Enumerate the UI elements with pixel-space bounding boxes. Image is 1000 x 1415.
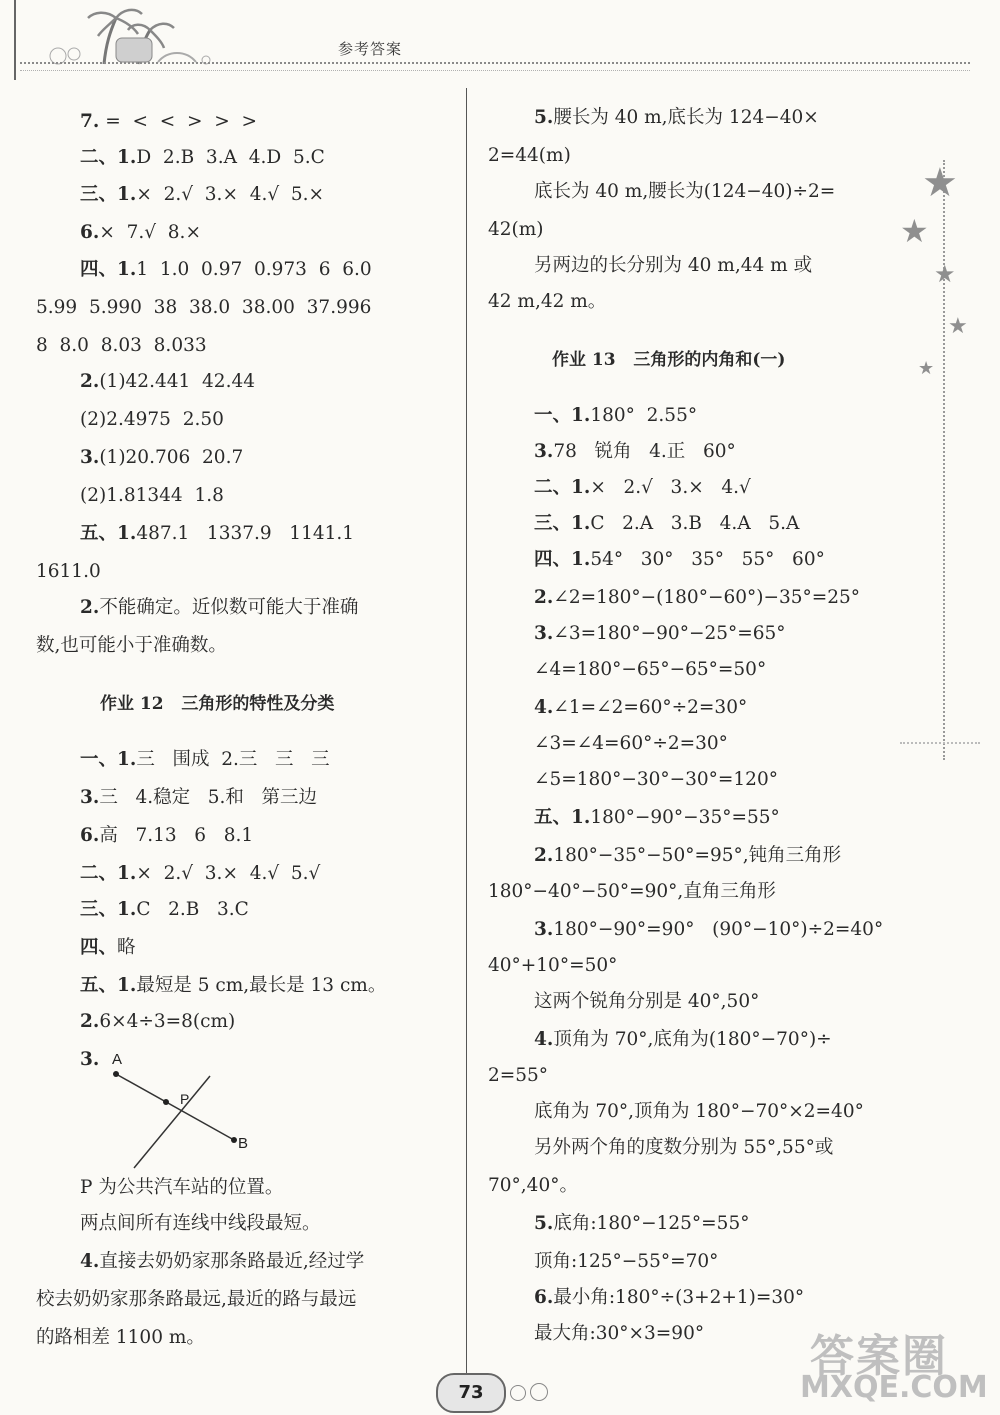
- item-label: 3.: [80, 787, 100, 808]
- item-text: C 2.A 3.B 4.A 5.A: [590, 513, 800, 534]
- section-heading: [552, 348, 785, 372]
- answer-line: [534, 1100, 864, 1124]
- item-text: (2)2.4975 2.50: [80, 409, 224, 430]
- item-text: 最短是 5 cm,最长是 13 cm。: [136, 975, 387, 996]
- item-label: 3.: [534, 623, 554, 644]
- answer-line: [80, 370, 255, 394]
- point-b: [231, 1137, 237, 1143]
- item-text: 顶角为 70°,底角为(180°−70°)÷: [553, 1029, 832, 1050]
- item-text: 顶角:125°−55°=70°: [534, 1251, 719, 1272]
- answer-line: [80, 146, 325, 170]
- answer-line: [80, 484, 224, 508]
- item-label: 5.: [534, 1213, 554, 1234]
- item-text: ∠2=180°−(180°−60°)−35°=25°: [553, 587, 861, 608]
- item-text: 这两个锐角分别是 40°,50°: [534, 991, 760, 1012]
- answer-line: [36, 560, 101, 584]
- item-label: 五、1.: [534, 807, 591, 828]
- answer-line: [80, 824, 253, 848]
- answer-line: [534, 254, 812, 278]
- item-label: 五、1.: [80, 975, 137, 996]
- item-label: 五、1.: [80, 523, 137, 544]
- item-label: 二、1.: [80, 147, 137, 168]
- answer-line: [80, 862, 320, 886]
- answer-line: [534, 806, 780, 830]
- answer-line: [80, 974, 386, 998]
- answer-line: [534, 106, 819, 130]
- star-icon: ★: [922, 160, 958, 206]
- answer-line: [534, 586, 860, 610]
- margin-dotted-rule-horizontal: [900, 742, 980, 744]
- header-divider: [20, 62, 970, 64]
- item-label: 2.: [80, 1011, 100, 1032]
- item-text: 2=55°: [488, 1065, 549, 1086]
- answer-line: [534, 844, 841, 868]
- item-text: 的路相差 1100 m。: [36, 1327, 205, 1348]
- margin-dotted-rule: [943, 160, 945, 760]
- item-text: 数,也可能小于准确数。: [36, 635, 227, 656]
- footer-circle-icon: [510, 1385, 526, 1401]
- answer-line: [80, 898, 249, 922]
- answer-line: [534, 658, 766, 682]
- answer-line: [80, 258, 372, 282]
- item-label: 二、1.: [80, 863, 137, 884]
- answer-line: [488, 1174, 578, 1198]
- answer-line: [534, 1286, 804, 1310]
- answer-line: [80, 596, 358, 620]
- item-text: 三角形的特性及分类: [163, 694, 335, 714]
- answer-line: [488, 290, 606, 314]
- answer-line: [80, 1010, 235, 1034]
- answer-line: [534, 990, 759, 1014]
- item-label: 3.: [534, 919, 554, 940]
- item-text: 1611.0: [36, 561, 101, 582]
- item-label: 三、1.: [534, 513, 591, 534]
- item-text: 180°−40°−50°=90°,直角三角形: [488, 881, 776, 902]
- answer-line: [534, 768, 778, 792]
- item-label: 2.: [534, 845, 554, 866]
- answer-line: [534, 696, 747, 720]
- item-text: D 2.B 3.A 4.D 5.C: [136, 147, 325, 168]
- item-label: 三、1.: [80, 184, 137, 205]
- item-label: 6.: [80, 222, 100, 243]
- item-label: 2.: [80, 371, 100, 392]
- item-text: 另两边的长分别为 40 m,44 m 或: [534, 255, 813, 276]
- item-text: 不能确定。近似数可能大于准确: [99, 597, 359, 618]
- label-p: P: [180, 1091, 190, 1107]
- answer-line: [80, 183, 324, 207]
- item-label: 4.: [80, 1251, 100, 1272]
- answer-line: [534, 622, 786, 646]
- item-text: 三 围成 2.三 三 三: [136, 749, 330, 770]
- item-label: 2.: [534, 587, 554, 608]
- item-label: 6.: [80, 825, 100, 846]
- answer-line: [80, 110, 257, 134]
- item-text: 54° 30° 35° 55° 60°: [590, 549, 825, 570]
- item-text: 两点间所有连线中线段最短。: [80, 1213, 321, 1234]
- watermark-logo-text: 答案圈: [810, 1331, 948, 1382]
- item-label: 四、1.: [80, 259, 137, 280]
- answer-line: [36, 296, 371, 320]
- item-text: × 2.√ 3.× 4.√ 5.×: [136, 184, 325, 205]
- item-text: 高 7.13 6 8.1: [99, 825, 254, 846]
- answer-line: [80, 1250, 364, 1274]
- answer-line: [534, 1136, 833, 1160]
- item-text: 略: [117, 937, 136, 958]
- item-label: 4.: [534, 1029, 554, 1050]
- item-label: 3.: [534, 441, 554, 462]
- item-text: 180°−90°−35°=55°: [590, 807, 780, 828]
- item-text: C 2.B 3.C: [136, 899, 249, 920]
- item-text: 42 m,42 m。: [488, 291, 607, 312]
- section-heading: [100, 692, 334, 716]
- answer-line: [80, 786, 317, 810]
- point-a: [113, 1071, 119, 1077]
- answer-line: [80, 1212, 321, 1236]
- label-a: A: [112, 1051, 123, 1068]
- item-label: 三、1.: [80, 899, 137, 920]
- star-icon: ★: [934, 260, 956, 288]
- answer-line: [80, 1176, 283, 1200]
- answer-line: [534, 548, 825, 572]
- item-text: 5.99 5.990 38 38.0 38.00 37.996: [36, 297, 372, 318]
- item-text: ∠3=∠4=60°÷2=30°: [534, 733, 728, 754]
- item-text: (1)42.441 42.44: [99, 371, 255, 392]
- item-text: × 7.√ 8.×: [99, 222, 201, 243]
- answer-line: [534, 476, 751, 500]
- item-text: 42(m): [488, 219, 544, 240]
- answer-line: [80, 522, 354, 546]
- item-text: ∠3=180°−90°−25°=65°: [553, 623, 786, 644]
- answer-line: [36, 1288, 356, 1312]
- site-watermark: [800, 1320, 988, 1405]
- page-header: [0, 0, 1000, 80]
- answer-line: [80, 446, 243, 470]
- item-label: 3.: [80, 1049, 100, 1070]
- star-icon: ★: [948, 314, 968, 339]
- answer-line: [80, 1048, 99, 1072]
- item-text: × 2.√ 3.× 4.√: [590, 477, 751, 498]
- item-text: 180° 2.55°: [590, 405, 698, 426]
- item-text: 2=44(m): [488, 145, 571, 166]
- answer-line: [534, 1322, 704, 1346]
- answer-line: [534, 180, 835, 204]
- item-text: 180°−35°−50°=95°,钝角三角形: [553, 845, 842, 866]
- item-text: = < < > > >: [99, 111, 258, 132]
- watermark-url: MXQE.COM: [800, 1370, 988, 1405]
- item-text: 三角形的内角和(一): [615, 350, 786, 370]
- palm-tree-icon: [18, 4, 228, 66]
- column-divider: [466, 88, 467, 1378]
- answer-line: [534, 918, 883, 942]
- item-text: 180°−90°=90° (90°−10°)÷2=40°: [553, 919, 884, 940]
- item-text: ∠5=180°−30°−30°=120°: [534, 769, 778, 790]
- left-margin-rule: [14, 0, 16, 80]
- answer-line: [36, 634, 227, 658]
- answer-line: [488, 954, 617, 978]
- item-text: 78 锐角 4.正 60°: [553, 441, 736, 462]
- footer-circle-icon: [530, 1383, 548, 1401]
- answer-line: [80, 748, 330, 772]
- answer-line: [488, 880, 776, 904]
- page-number: 73: [436, 1373, 506, 1413]
- item-label: 二、1.: [534, 477, 591, 498]
- point-p: [163, 1099, 169, 1105]
- item-label: 作业 13: [552, 350, 616, 370]
- item-text: (1)20.706 20.7: [99, 447, 244, 468]
- answer-line: [36, 1326, 205, 1350]
- item-text: 腰长为 40 m,底长为 124−40×: [553, 107, 819, 128]
- item-text: 487.1 1337.9 1141.1: [136, 523, 355, 544]
- item-text: 40°+10°=50°: [488, 955, 618, 976]
- header-divider-secondary: [20, 70, 970, 71]
- star-icon: ★: [918, 358, 935, 379]
- item-text: 底角为 70°,顶角为 180°−70°×2=40°: [534, 1101, 864, 1122]
- answer-line: [534, 512, 799, 536]
- item-label: 一、1.: [534, 405, 591, 426]
- item-text: × 2.√ 3.× 4.√ 5.√: [136, 863, 321, 884]
- item-text: 三 4.稳定 5.和 第三边: [99, 787, 318, 808]
- page-title: 参考答案: [338, 40, 403, 58]
- item-text: 6×4÷3=8(cm): [99, 1011, 236, 1032]
- item-text: 直接去奶奶家那条路最近,经过学: [99, 1251, 365, 1272]
- item-text: 最小角:180°÷(3+2+1)=30°: [553, 1287, 805, 1308]
- item-label: 2.: [80, 597, 100, 618]
- answer-line: [80, 408, 224, 432]
- star-icon: ★: [900, 212, 929, 250]
- answer-line: [534, 1250, 718, 1274]
- item-text: (2)1.81344 1.8: [80, 485, 224, 506]
- item-text: P 为公共汽车站的位置。: [80, 1177, 284, 1198]
- item-text: 校去奶奶家那条路最远,最近的路与最远: [36, 1289, 357, 1310]
- item-label: 3.: [80, 447, 100, 468]
- item-label: 5.: [534, 107, 554, 128]
- item-label: 作业 12: [100, 694, 164, 714]
- item-label: 4.: [534, 697, 554, 718]
- label-b: B: [238, 1135, 249, 1152]
- item-text: 另外两个角的度数分别为 55°,55°或: [534, 1137, 834, 1158]
- answer-line: [534, 1212, 749, 1236]
- item-text: 70°,40°。: [488, 1175, 578, 1196]
- bus-stop-diagram: [100, 1040, 280, 1170]
- answer-line: [534, 404, 697, 428]
- segment-ab: [116, 1074, 234, 1140]
- answer-line: [534, 732, 728, 756]
- answer-line: [488, 218, 544, 242]
- answer-line: [534, 1028, 832, 1052]
- item-text: ∠1=∠2=60°÷2=30°: [553, 697, 748, 718]
- item-label: 7.: [80, 111, 100, 132]
- item-text: 8 8.0 8.03 8.033: [36, 335, 207, 356]
- answer-line: [80, 221, 201, 245]
- item-label: 四、1.: [534, 549, 591, 570]
- item-text: 最大角:30°×3=90°: [534, 1323, 705, 1344]
- answer-line: [80, 936, 136, 960]
- item-text: 底角:180°−125°=55°: [553, 1213, 750, 1234]
- item-label: 一、1.: [80, 749, 137, 770]
- answer-line: [534, 440, 736, 464]
- item-text: 底长为 40 m,腰长为(124−40)÷2=: [534, 181, 836, 202]
- item-label: 四、: [80, 937, 118, 958]
- item-text: ∠4=180°−65°−65°=50°: [534, 659, 767, 680]
- item-text: 1 1.0 0.97 0.973 6 6.0: [136, 259, 372, 280]
- answer-line: [36, 334, 207, 358]
- answer-line: [488, 144, 571, 168]
- answer-line: [488, 1064, 548, 1088]
- item-label: 6.: [534, 1287, 554, 1308]
